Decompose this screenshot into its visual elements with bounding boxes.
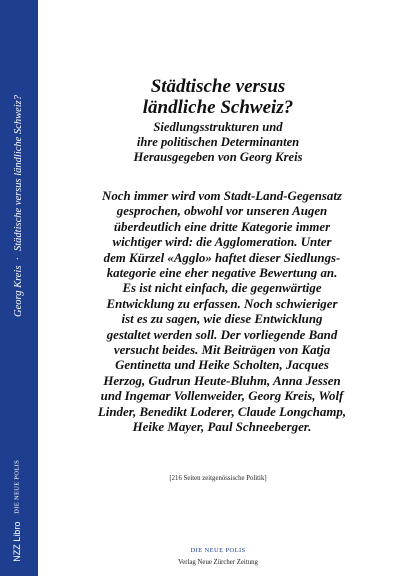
spine-title: Städtische versus ländliche Schweiz? xyxy=(13,95,24,252)
blurb-line: versucht beides. Mit Beiträgen von Katja xyxy=(113,343,331,358)
blurb-line: dem Kürzel «Agglo» haftet dieser Siedlungs- xyxy=(103,250,341,265)
spine-separator: · xyxy=(13,257,24,260)
cover-content xyxy=(38,0,410,576)
book-title xyxy=(38,76,398,118)
blurb-line: Noch immer wird vom Stadt-Land-Gegensatz xyxy=(102,189,342,203)
blurb-line: Linder, Benedikt Loderer, Claude Longchamp, xyxy=(97,404,347,419)
spine-author: Georg Kreis xyxy=(13,265,24,318)
blurb-line: Heike Mayer, Paul Schneeberger. xyxy=(132,420,312,435)
book-subtitle-line-2: ihre politischen Determinanten xyxy=(136,135,300,149)
book-subtitle-line-1: Siedlungsstrukturen und xyxy=(153,120,283,134)
title-block xyxy=(38,76,398,165)
spine-band xyxy=(0,0,38,576)
blurb-line: Es ist nicht einfach, die gegenwärtige xyxy=(122,281,322,296)
blurb-line: wichtiger wird: die Agglomeration. Unter xyxy=(112,235,332,250)
blurb-line: kategorie eine eher negative Bewertung an. xyxy=(106,266,338,281)
book-subtitle xyxy=(38,120,398,165)
blurb-line: gesprochen, obwohl vor unseren Augen xyxy=(116,204,328,219)
spine-series-small: DIE NEUE POLIS xyxy=(13,460,21,514)
pages-note: [216 Seiten zeitgenössische Politik] xyxy=(169,475,267,482)
spine-author-title xyxy=(13,95,24,325)
blurb-line: Herzog, Gudrun Heute-Bluhm, Anna Jessen xyxy=(103,373,341,388)
series-label: DIE NEUE POLIS xyxy=(190,547,246,554)
publisher-label: Verlag Neue Zürcher Zeitung xyxy=(178,559,258,566)
spine-series-brand: NZZ Libro xyxy=(12,521,22,562)
editor-line: Herausgegeben von Georg Kreis xyxy=(133,150,303,164)
book-title-line-2: ländliche Schweiz? xyxy=(142,97,294,118)
blurb-line: überdeutlich eine dritte Kategorie immer xyxy=(113,219,331,234)
blurb-line: und Ingemar Vollenweider, Georg Kreis, Wolf xyxy=(100,389,344,404)
blurb-line: Gentinetta und Heike Scholten, Jacques xyxy=(115,358,329,373)
blurb-text xyxy=(66,189,378,436)
blurb-line: Entwicklung zu erfassen. Noch schwieriger xyxy=(106,296,338,311)
blurb-line: ist es zu sagen, wie diese Entwicklung xyxy=(121,312,323,327)
spine-series xyxy=(12,460,22,562)
blurb-line: gestaltet werden soll. Der vorliegende Band xyxy=(106,327,338,342)
book-title-line-1: Städtische versus xyxy=(150,76,286,97)
